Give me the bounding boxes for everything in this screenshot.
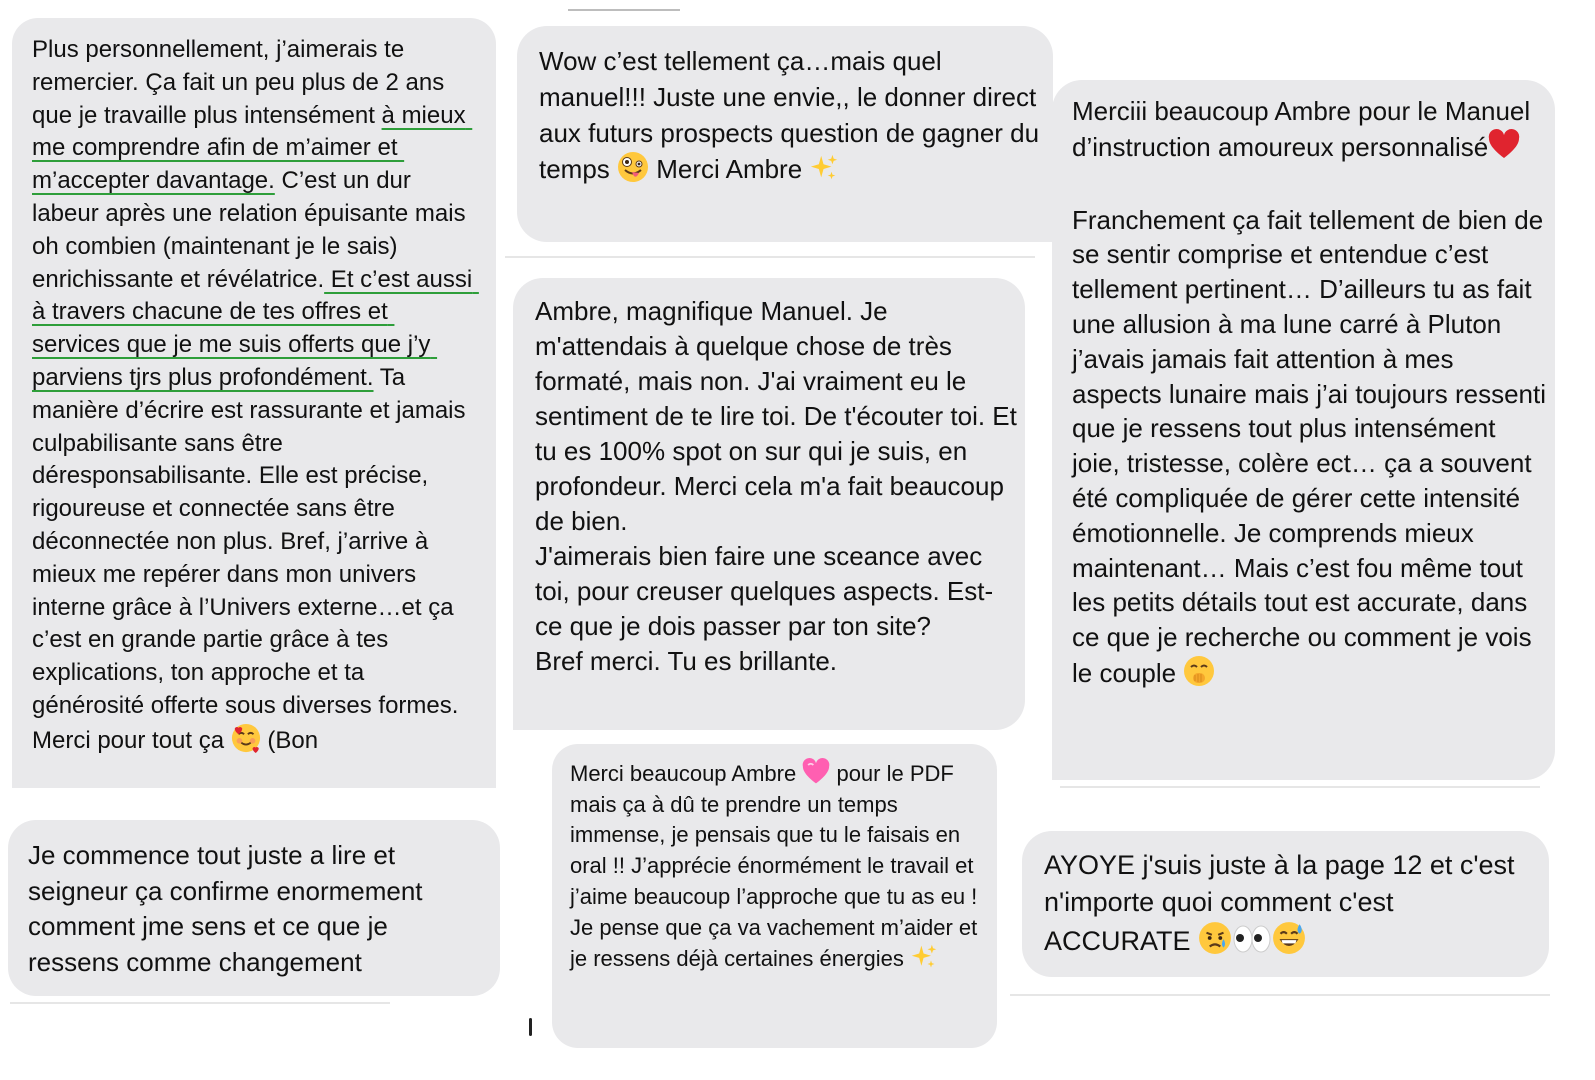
message-bubble-5 xyxy=(552,744,997,1048)
crop-divider xyxy=(1010,994,1550,996)
message-text-start: Wow c’est tellement ça…mais quel manuel!!! Juste une envie,, le donner direct aux futurs prospects question de gagner du temps xyxy=(539,46,1047,184)
message-text-end: Ta manière d’écrire est rassurante et jamais culpabilisante sans être déresponsabilisante. Elle est précise, rigoureuse et connectée sans être déconnectée non plus. Bref, j’arrive à mieux me repérer dans mon univers interne grâce à l’Univers externe…et ça c’est en grande partie grâce à tes explications, ton approche et ta générosité offerte sous diverses formes. Merci pour tout ça xyxy=(32,363,473,754)
message-bubble-2 xyxy=(8,820,500,996)
message-text xyxy=(570,758,989,975)
underlined-passage-2: Et c’est aussi à travers chacune de tes offres et services que je me suis offerts que j’y parviens tjrs plus profondément. xyxy=(32,265,479,391)
message-text-start: AYOYE j'suis juste à la page 12 et c'est n'importe quoi comment c'est ACCURATE xyxy=(1044,850,1523,956)
message-text-start: Merci beaucoup Ambre xyxy=(570,761,803,786)
crop-artifact xyxy=(529,1018,532,1036)
sad-relieved-face-icon xyxy=(1198,921,1232,955)
message-bubble-6 xyxy=(1052,80,1555,780)
message-text: Ambre, magnifique Manuel. Je m'attendais à quelque chose de très formaté, mais non. J'ai vraiment eu le sentiment de te lire toi. De t'écouter toi. Et tu es 100% spot on sur qui je suis, en profondeur. Merci cela m'a fait beaucoup de bien. J'aimerais bien faire une sceance avec toi, pour creuser quelques aspects. Est-ce que je dois passer par ton site? Bref merci. Tu es brillante. xyxy=(535,296,1017,676)
message-bubble-3 xyxy=(517,26,1053,242)
message-bubble-1 xyxy=(12,18,496,788)
message-text-start: Plus personnellement, j’aimerais te remercier. Ça fait un peu plus de 2 ans que je travaille plus intensément xyxy=(32,36,451,129)
message-bubble-4 xyxy=(513,278,1025,730)
eyes-icon xyxy=(1232,923,1272,955)
crop-divider xyxy=(1060,786,1540,788)
message-text xyxy=(1072,94,1547,165)
message-bubble-7 xyxy=(1022,831,1549,977)
message-paragraph-2 xyxy=(1072,203,1554,691)
pink-heart-icon xyxy=(802,758,830,786)
message-text-end: pour le PDF mais ça à dû te prendre un temps immense, je pensais que tu le faisais en oral !! J’apprécie énormément le travail et j’aime beaucoup l’approche que tu as eu ! Je pense que ça va vachement m’aider et je ressens déjà certaines énergies xyxy=(570,761,984,972)
zany-face-icon xyxy=(617,151,649,183)
message-text-tail: (Bon xyxy=(260,726,319,754)
crop-divider xyxy=(10,1002,390,1004)
message-text-signoff: Merci Ambre xyxy=(649,154,810,184)
message-text-middle: C’est un dur labeur après une relation épuisante mais oh combien (maintenant je le sais) enrichissante et révélatrice. xyxy=(32,167,473,293)
message-text xyxy=(539,43,1047,187)
message-paragraph-1: Merciii beaucoup Ambre pour le Manuel d’instruction amoureux personnalisé xyxy=(1072,96,1538,162)
message-text: Franchement ça fait tellement de bien de se sentir comprise et entendue c’est tellement pertinent… D’ailleurs tu as fait une allusion à ma lune carré à Pluton j’avais jamais fait attention à mes aspects lunaire mais j’ai toujours ressenti que je ressens tout plus intensément joie, tristesse, colère ect… ça a souvent été compliquée de gérer cette intensité émotionnelle. Je comprends mieux maintenant… Mais c’est fou même tout les petits détails tout est accurate, dans ce que je recherche ou comment je vois le couple xyxy=(1072,204,1554,688)
face-with-hand-over-mouth-icon xyxy=(1183,655,1215,687)
red-heart-icon xyxy=(1488,129,1520,161)
smiling-face-with-hearts-icon xyxy=(231,723,261,753)
crop-divider xyxy=(568,9,680,11)
crop-divider xyxy=(505,256,1035,258)
message-text: Je commence tout juste a lire et seigneur ça confirme enormement comment jme sens et ce que je ressens comme changement xyxy=(28,840,430,977)
underlined-passage-1: à mieux me comprendre afin de m’aimer et m’accepter davantage. xyxy=(32,101,473,195)
grinning-sweat-face-icon xyxy=(1272,921,1306,955)
message-text xyxy=(32,34,478,758)
sparkles-icon xyxy=(910,943,938,971)
sparkles-icon xyxy=(809,153,839,183)
message-text xyxy=(1044,847,1539,960)
